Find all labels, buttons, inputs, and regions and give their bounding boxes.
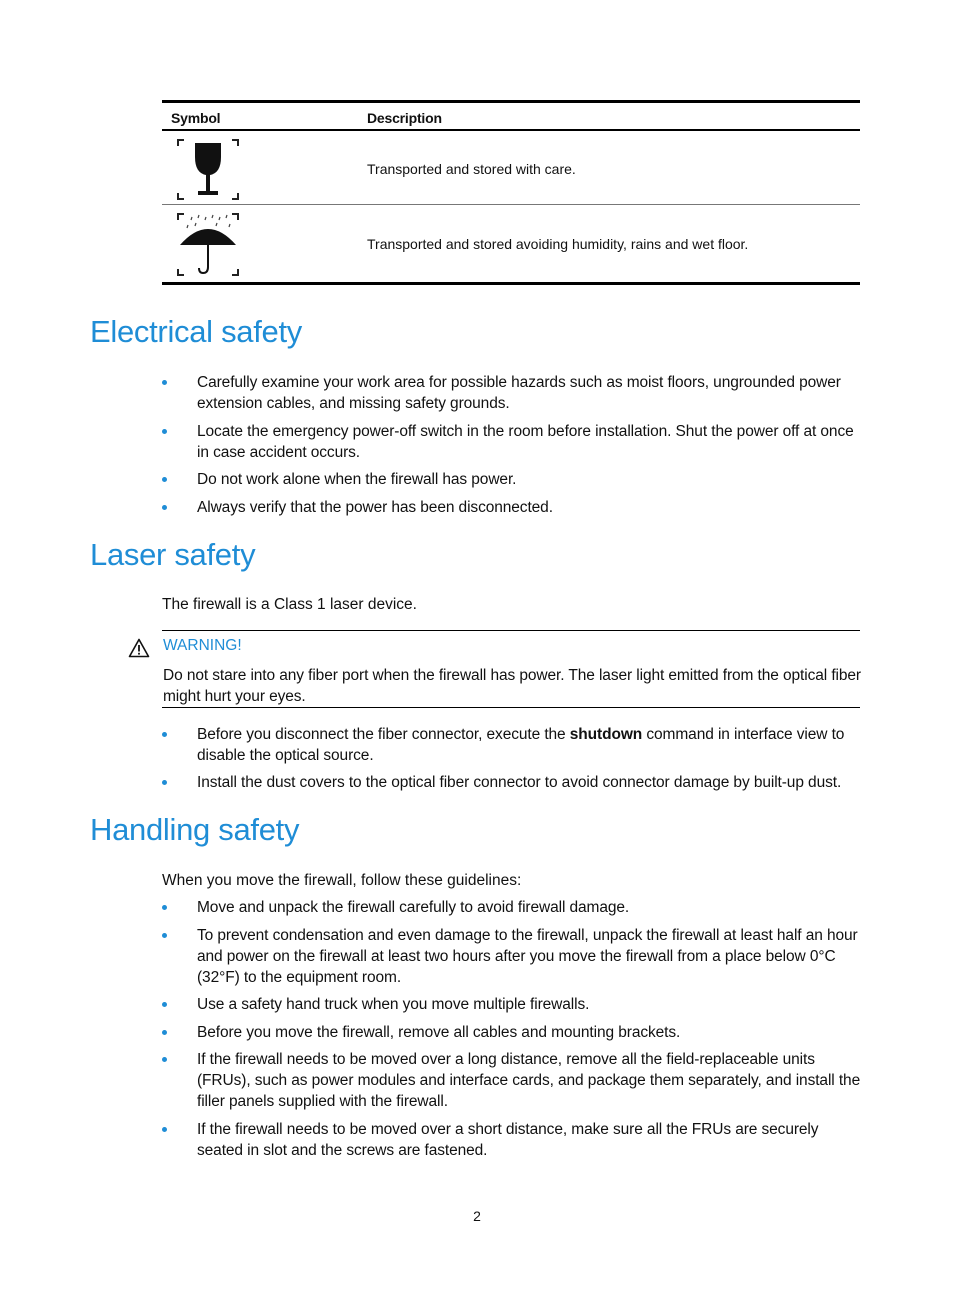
laser-item-1 bbox=[197, 724, 867, 766]
bullet-icon bbox=[162, 1030, 167, 1035]
bullet-icon bbox=[162, 732, 167, 737]
electrical-item-1: Carefully examine your work area for possible hazards such as moist floors, ungrounded power extension cables, and missing safety grounds. bbox=[197, 374, 841, 412]
bullet-icon bbox=[162, 477, 167, 482]
laser-item-1-text-b: command in interface view to disable the optical source. bbox=[197, 726, 845, 764]
table-row-1-description: Transported and stored with care. bbox=[367, 161, 576, 177]
heading-laser-safety: Laser safety bbox=[90, 537, 256, 572]
warning-bottom-rule bbox=[162, 707, 860, 708]
heading-handling-safety: Handling safety bbox=[90, 812, 300, 847]
electrical-item-3: Do not work alone when the firewall has power. bbox=[197, 471, 517, 488]
bullet-icon bbox=[162, 780, 167, 785]
laser-intro: The firewall is a Class 1 laser device. bbox=[162, 596, 417, 613]
handling-item-5: If the firewall needs to be moved over a long distance, remove all the field-replaceable units (FRUs), such as power modules and interface cards, and package them separately, and install the filler panels supplied with the firewall. bbox=[197, 1051, 861, 1110]
table-header-description: Description bbox=[367, 110, 442, 126]
bullet-icon bbox=[162, 505, 167, 510]
bullet-icon bbox=[162, 933, 167, 938]
warning-top-rule bbox=[162, 630, 860, 631]
bullet-icon bbox=[162, 1002, 167, 1007]
laser-item-1-text-a: Before you disconnect the fiber connector, execute the bbox=[197, 726, 570, 743]
heading-electrical-safety: Electrical safety bbox=[90, 314, 302, 349]
warning-label: WARNING! bbox=[163, 637, 242, 654]
handling-intro: When you move the firewall, follow these guidelines: bbox=[162, 872, 522, 889]
bullet-icon bbox=[162, 1057, 167, 1062]
table-row-2-description: Transported and stored avoiding humidity, rains and wet floor. bbox=[367, 236, 749, 252]
handling-item-4: Before you move the firewall, remove all cables and mounting brackets. bbox=[197, 1024, 681, 1041]
shutdown-command: shutdown bbox=[569, 726, 643, 743]
table-header-symbol: Symbol bbox=[171, 110, 221, 126]
handling-item-6: If the firewall needs to be moved over a short distance, make sure all the FRUs are securely seated in slot and the screws are fastened. bbox=[197, 1121, 819, 1159]
page-number: 2 bbox=[473, 1208, 481, 1224]
handling-item-3: Use a safety hand truck when you move multiple firewalls. bbox=[197, 996, 590, 1013]
warning-text: Do not stare into any fiber port when the firewall has power. The laser light emitted from the optical fiber might hurt your eyes. bbox=[163, 667, 861, 705]
electrical-item-2: Locate the emergency power-off switch in the room before installation. Shut the power off at once in case accident occurs. bbox=[197, 423, 854, 461]
fragile-glass-icon bbox=[172, 137, 244, 203]
bullet-icon bbox=[162, 1127, 167, 1132]
table-row-divider bbox=[162, 204, 860, 205]
bullet-icon bbox=[162, 380, 167, 385]
table-top-rule bbox=[162, 100, 860, 103]
bullet-icon bbox=[162, 905, 167, 910]
table-bottom-rule bbox=[162, 282, 860, 285]
handling-item-2: To prevent condensation and even damage to the firewall, unpack the firewall at least half an hour and power on the firewall at least two hours after you move the firewall from a place below 0°C (32°F) to the equipment room. bbox=[197, 927, 858, 986]
warning-triangle-icon bbox=[128, 638, 150, 658]
keep-dry-umbrella-icon bbox=[172, 211, 244, 277]
table-header-rule bbox=[162, 129, 860, 131]
laser-item-2: Install the dust covers to the optical fiber connector to avoid connector damage by built-up dust. bbox=[197, 774, 842, 791]
handling-item-1: Move and unpack the firewall carefully to avoid firewall damage. bbox=[197, 899, 630, 916]
bullet-icon bbox=[162, 429, 167, 434]
electrical-item-4: Always verify that the power has been disconnected. bbox=[197, 499, 553, 516]
